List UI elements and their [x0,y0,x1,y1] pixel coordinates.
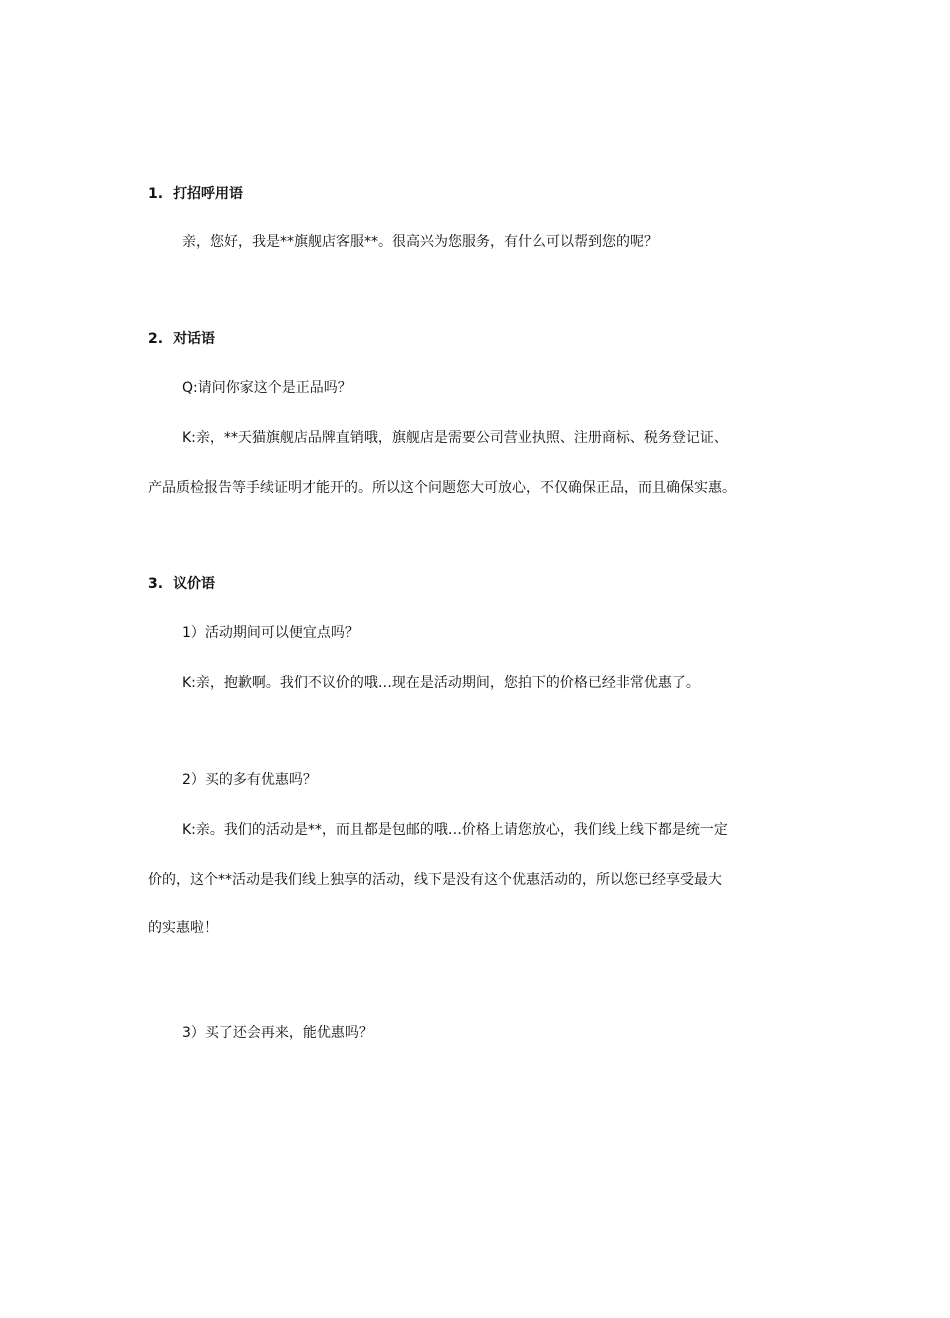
section-heading-dialogue [148,329,215,349]
dialogue-question: Q:请问你家这个是正品吗？ [182,380,352,396]
bargain-question-2: 2）买的多有优惠吗？ [182,772,317,788]
bargain-question-1: 1）活动期间可以便宜点吗？ [182,625,359,641]
section-heading-greeting [148,184,243,204]
bargain-answer-2-line-2: 价的，这个**活动是我们线上独享的活动，线下是没有这个优惠活动的，所以您已经享受最大 [148,872,722,888]
greeting-text: 亲，您好，我是**旗舰店客服**。很高兴为您服务，有什么可以帮到您的呢？ [182,234,658,250]
section-number: 2. [148,331,164,347]
section-title: 对话语 [173,331,216,347]
dialogue-answer-line-1: K:亲，**天猫旗舰店品牌直销哦，旗舰店是需要公司营业执照、注册商标、税务登记证、 [182,430,728,446]
section-heading-bargaining [148,574,215,594]
bargain-answer-2-line-1: K:亲。我们的活动是**，而且都是包邮的哦…价格上请您放心，我们线上线下都是统一定 [182,822,728,838]
section-number: 1. [148,186,164,202]
section-number: 3. [148,576,164,592]
bargain-answer-2-line-3: 的实惠啦！ [148,920,218,936]
bargain-question-3: 3）买了还会再来，能优惠吗？ [182,1025,373,1041]
dialogue-answer-line-2: 产品质检报告等手续证明才能开的。所以这个问题您大可放心，不仅确保正品，而且确保实惠。 [148,480,736,496]
bargain-answer-1: K:亲，抱歉啊。我们不议价的哦…现在是活动期间，您拍下的价格已经非常优惠了。 [182,675,700,691]
section-title: 议价语 [173,576,216,592]
section-title: 打招呼用语 [173,186,244,202]
